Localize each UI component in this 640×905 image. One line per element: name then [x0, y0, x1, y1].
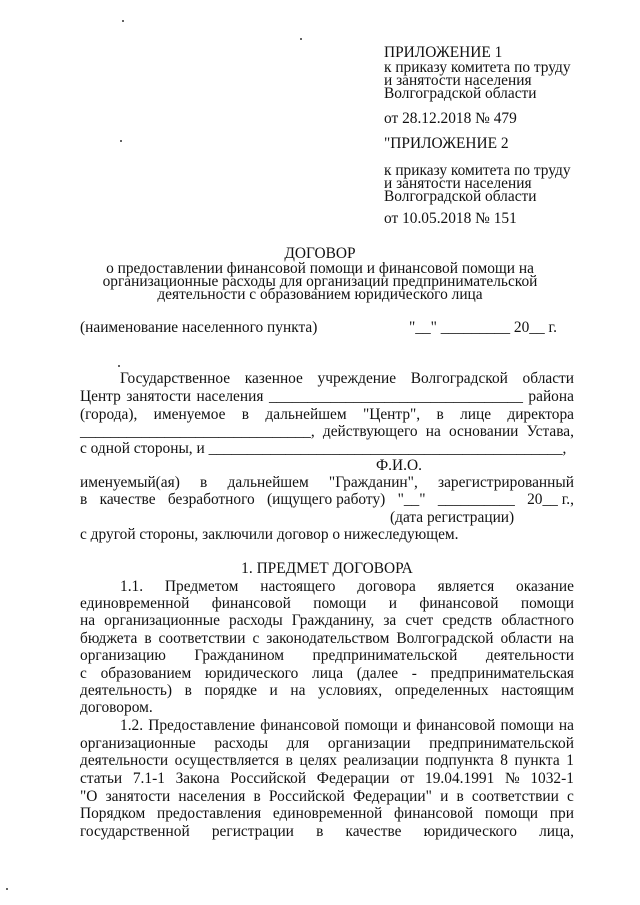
- paragraph-line: организацию Гражданином предпринимательской деятельности: [80, 647, 574, 664]
- paragraph-line: 1.1. Предметом настоящего договора является оказание: [120, 578, 574, 595]
- parties-line: в качестве безработного (ищущего работу) "__" __________ 20__ г.,: [80, 491, 574, 508]
- appendix2-line: к приказу комитета по труду: [384, 162, 571, 179]
- appendix2-line: и занятости населения: [384, 175, 532, 192]
- parties-line: (города), именуемое в дальнейшем "Центр", в лице директора: [80, 406, 574, 423]
- appendix1-date: от 28.12.2018 № 479: [384, 110, 517, 127]
- registration-date-caption: (дата регистрации): [390, 509, 515, 526]
- paragraph-line: "О занятости населения в Российской Федерации" и в соответствии с: [80, 788, 574, 805]
- paragraph-line: на организационные расходы Гражданину, за счет средств областного: [80, 612, 574, 629]
- paragraph-line: договором.: [80, 699, 153, 716]
- appendix2-title: "ПРИЛОЖЕНИЕ 2: [384, 135, 509, 152]
- fio-caption: Ф.И.О.: [376, 457, 422, 474]
- paragraph-line: с образованием юридического лица (далее - предпринимательская: [80, 665, 574, 682]
- document-subtitle-line: деятельности с образованием юридического лица: [157, 286, 483, 303]
- paragraph-line: деятельности осуществляется в целях реализации подпункта 8 пункта 1: [80, 752, 574, 769]
- paragraph-line: организационные расходы для организации предпринимательской: [80, 735, 574, 752]
- document-title: ДОГОВОР: [284, 245, 356, 262]
- parties-line: с одной стороны, и ______________________________________________,: [80, 440, 567, 457]
- paragraph-line: статьи 7.1-1 Закона Российской Федерации от 19.04.1991 № 1032-1: [80, 770, 574, 787]
- paragraph-line: 1.2. Предоставление финансовой помощи и финансовой помощи на: [120, 717, 574, 734]
- paragraph-line: бюджета в соответствии с законодательством Волгоградской области на: [80, 630, 574, 647]
- appendix2-date: от 10.05.2018 № 151: [384, 210, 517, 227]
- settlement-name-placeholder: (наименование населенного пункта): [80, 319, 318, 336]
- parties-line: ______________________________, действующего на основании Устава,: [80, 423, 574, 440]
- paragraph-line: единовременной финансовой помощи и финансовой помощи: [80, 595, 574, 612]
- parties-line: именуемый(ая) в дальнейшем "Гражданин", зарегистрированный: [80, 474, 574, 491]
- section-title: 1. ПРЕДМЕТ ДОГОВОРА: [241, 560, 413, 577]
- parties-line: Государственное казенное учреждение Волгоградской области: [120, 370, 574, 387]
- document-subtitle-line: о предоставлении финансовой помощи и финансовой помощи на: [106, 260, 534, 277]
- paragraph-line: государственной регистрации в качестве юридического лица,: [80, 823, 574, 840]
- appendix1-line: Волгоградской области: [384, 85, 537, 102]
- paragraph-line: Порядком предоставления единовременной финансовой помощи при: [80, 805, 574, 822]
- appendix1-line: и занятости населения: [384, 72, 532, 89]
- document-subtitle-line: организационные расходы для организации предпринимательской: [102, 273, 538, 290]
- scan-speck: [6, 888, 8, 890]
- contract-date-placeholder: "__" _________ 20__ г.: [409, 319, 557, 336]
- scan-speck: [120, 140, 122, 142]
- appendix1-line: к приказу комитета по труду: [384, 59, 571, 76]
- parties-line: Центр занятости населения _________________________________ района: [80, 388, 574, 405]
- appendix2-line: Волгоградской области: [384, 188, 537, 205]
- scan-speck: [300, 38, 302, 40]
- scan-speck: [118, 365, 120, 367]
- parties-line: с другой стороны, заключили договор о нижеследующем.: [80, 526, 459, 543]
- appendix1-title: ПРИЛОЖЕНИЕ 1: [384, 44, 503, 61]
- paragraph-line: деятельность) в порядке и на условиях, определенных настоящим: [80, 682, 574, 699]
- scan-speck: [122, 20, 124, 22]
